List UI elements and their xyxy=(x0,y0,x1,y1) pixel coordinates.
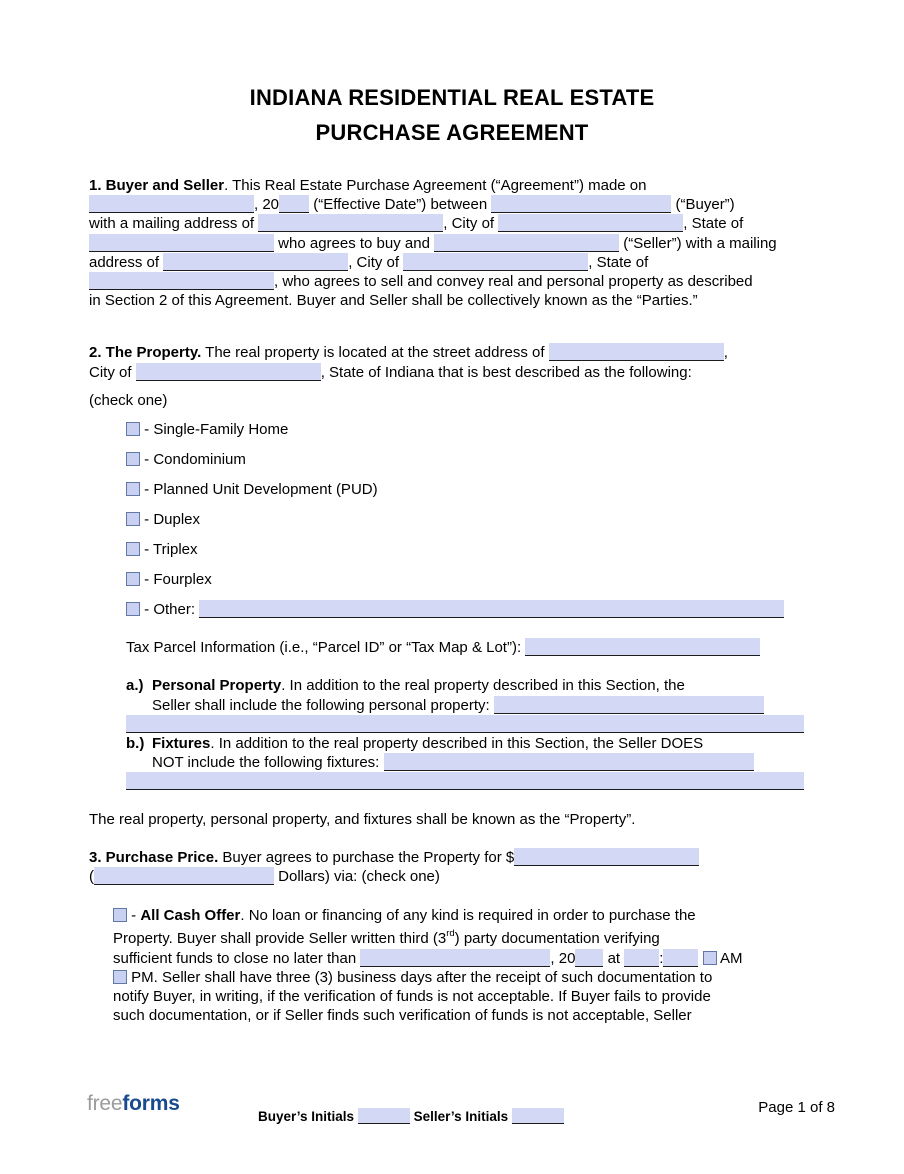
text-run: - Other: xyxy=(140,601,200,619)
text-line xyxy=(152,676,764,695)
checkbox[interactable] xyxy=(126,602,140,616)
checkbox[interactable] xyxy=(113,970,127,984)
page-footer xyxy=(87,1088,835,1148)
text-run: Buyer agrees to purchase the Property for $ xyxy=(218,848,515,866)
text-run: , City of xyxy=(348,253,404,271)
all-cash-offer-paragraph xyxy=(89,906,815,1025)
text-run-bold: 1. Buyer and Seller xyxy=(89,177,225,194)
text-run: , State of xyxy=(588,253,649,271)
text-run: , 20 xyxy=(254,196,280,214)
subsection-a-marker: a.) xyxy=(126,677,144,695)
text-line xyxy=(258,1108,564,1125)
blank-field[interactable] xyxy=(89,195,254,213)
text-line xyxy=(89,253,815,272)
section-the-property xyxy=(89,343,815,381)
checkbox[interactable] xyxy=(126,482,140,496)
text-run: - Planned Unit Development (PUD) xyxy=(140,481,378,499)
text-run: - Condominium xyxy=(140,451,246,469)
text-run-bold: Personal Property xyxy=(152,677,282,695)
subsection-b-body xyxy=(152,734,754,772)
text-line xyxy=(152,734,754,753)
blank-field[interactable] xyxy=(136,363,321,381)
text-line xyxy=(113,906,815,925)
text-run: (“Buyer”) xyxy=(671,196,735,214)
text-run-bold: Buyer’s Initials xyxy=(258,1109,358,1124)
property-definition-note xyxy=(89,810,815,829)
subsection-b-marker: b.) xyxy=(126,735,145,753)
text-run: in Section 2 of this Agreement. Buyer and Seller shall be collectively known as the “Parties.” xyxy=(89,292,698,310)
text-run: (“Seller”) with a mailing xyxy=(619,234,777,252)
text-run: (check one) xyxy=(89,391,168,409)
blank-field[interactable] xyxy=(279,195,309,213)
checkbox[interactable] xyxy=(126,512,140,526)
blank-field[interactable] xyxy=(403,253,588,271)
text-line xyxy=(113,949,815,968)
text-run: Tax Parcel Information (i.e., “Parcel ID” or “Tax Map & Lot”): xyxy=(126,639,526,657)
blank-field[interactable] xyxy=(525,638,760,656)
blank-field[interactable] xyxy=(512,1108,564,1124)
text-line xyxy=(89,272,815,291)
blank-field[interactable] xyxy=(360,949,550,967)
text-run: PM. Seller shall have three (3) business days after the receipt of such documentation to xyxy=(127,968,713,986)
text-run: AM xyxy=(716,949,743,967)
text-run: Dollars) via: (check one) xyxy=(274,868,440,886)
text-run: The real property, personal property, and fixtures shall be known as the “Property”. xyxy=(89,810,636,828)
blank-field[interactable] xyxy=(663,949,698,967)
tax-parcel-information-line xyxy=(89,638,815,657)
text-run-bold: 3. Purchase Price. xyxy=(89,848,219,866)
logo-free-text: free xyxy=(87,1092,123,1115)
text-run: , 20 xyxy=(550,949,576,967)
section-buyer-and-seller xyxy=(89,176,815,310)
text-run: : xyxy=(659,949,664,967)
blank-field[interactable] xyxy=(358,1108,410,1124)
blank-field[interactable] xyxy=(491,195,671,213)
checkbox[interactable] xyxy=(126,422,140,436)
title-line-1: INDIANA RESIDENTIAL REAL ESTATE xyxy=(249,85,655,110)
blank-field[interactable] xyxy=(575,949,603,967)
text-line xyxy=(113,987,815,1006)
text-line xyxy=(113,925,815,948)
fixtures-continuation-blank xyxy=(89,772,815,791)
document-title xyxy=(89,0,815,150)
text-run: - Single-Family Home xyxy=(140,421,289,439)
text-run: . This Real Estate Purchase Agreement (“Agreement”) made on xyxy=(224,177,647,194)
text-line xyxy=(126,715,815,734)
blank-field[interactable] xyxy=(498,214,683,232)
checkbox[interactable] xyxy=(703,951,717,965)
subsection-a-body xyxy=(152,676,764,714)
text-run-bold: Seller’s Initials xyxy=(413,1109,512,1124)
text-line xyxy=(126,638,815,657)
title-line-2: PURCHASE AGREEMENT xyxy=(315,120,589,145)
text-line xyxy=(89,848,815,867)
text-line xyxy=(126,772,815,791)
text-line xyxy=(126,450,815,469)
text-run-bold: Fixtures xyxy=(152,735,211,753)
checkbox[interactable] xyxy=(126,572,140,586)
text-run: - Triplex xyxy=(140,541,198,559)
text-run: - Duplex xyxy=(140,511,201,529)
text-run: Seller shall include the following personal property: xyxy=(152,696,494,714)
property-type-checklist xyxy=(89,420,815,619)
blank-field[interactable] xyxy=(89,234,274,252)
text-line xyxy=(126,510,815,529)
blank-field[interactable] xyxy=(163,253,348,271)
blank-field[interactable] xyxy=(89,272,274,290)
text-line xyxy=(152,696,764,715)
text-run: such documentation, or if Seller finds such verification of funds is not acceptable, Seller xyxy=(113,1007,692,1025)
text-run: The real property is located at the street address of xyxy=(201,344,549,362)
text-line xyxy=(126,420,815,439)
text-run: who agrees to buy and xyxy=(274,234,435,252)
blank-field[interactable] xyxy=(514,848,699,866)
text-run: (“Effective Date”) between xyxy=(309,196,492,214)
subsection-fixtures xyxy=(89,734,815,772)
text-line xyxy=(113,1006,815,1025)
text-run: . No loan or financing of any kind is required in order to purchase the xyxy=(240,907,696,925)
text-run: address of xyxy=(89,253,164,271)
text-run: . In addition to the real property described in this Section, the Seller DOES xyxy=(210,735,704,753)
text-line xyxy=(89,343,815,362)
logo-forms-text: forms xyxy=(122,1092,180,1115)
blank-field[interactable] xyxy=(126,772,804,790)
text-run: notify Buyer, in writing, if the verification of funds is not acceptable. If Buyer fails to provide xyxy=(113,988,711,1006)
text-run: with a mailing address of xyxy=(89,215,259,233)
text-run: NOT include the following fixtures: xyxy=(152,754,384,772)
text-line xyxy=(89,363,815,382)
blank-field[interactable] xyxy=(494,696,764,714)
freeforms-logo xyxy=(87,1094,180,1113)
checkbox[interactable] xyxy=(113,908,127,922)
blank-field[interactable] xyxy=(258,214,443,232)
text-run: , City of xyxy=(443,215,499,233)
text-line xyxy=(126,540,815,559)
blank-field[interactable] xyxy=(624,949,659,967)
personal-property-continuation-blank xyxy=(89,715,815,734)
text-run-bold: 2. The Property. xyxy=(89,344,202,362)
text-run: . In addition to the real property described in this Section, the xyxy=(281,677,685,695)
text-run: Property. Buyer shall provide Seller written third (3 xyxy=(113,930,447,948)
checkbox[interactable] xyxy=(126,452,140,466)
text-line xyxy=(89,195,815,214)
page-number: Page 1 of 8 xyxy=(758,1099,835,1116)
blank-field[interactable] xyxy=(199,600,784,618)
text-run: ( xyxy=(89,868,94,886)
text-run: sufficient funds to close no later than xyxy=(113,949,361,967)
text-line xyxy=(89,176,815,195)
text-line xyxy=(89,810,815,829)
text-line xyxy=(89,234,815,253)
blank-field[interactable] xyxy=(549,343,724,361)
text-line xyxy=(113,968,815,987)
text-run: at xyxy=(603,949,625,967)
check-one-label xyxy=(89,391,815,410)
text-line xyxy=(89,391,815,410)
text-run: , xyxy=(723,344,728,362)
text-run: City of xyxy=(89,363,136,381)
text-line xyxy=(126,480,815,499)
blank-field[interactable] xyxy=(384,753,754,771)
text-line xyxy=(89,214,815,233)
text-run: , State of xyxy=(683,215,744,233)
checkbox[interactable] xyxy=(126,542,140,556)
text-run-bold: All Cash Offer xyxy=(140,907,241,925)
text-line xyxy=(89,867,815,886)
text-run: , State of Indiana that is best described as the following: xyxy=(320,363,692,381)
blank-field[interactable] xyxy=(126,715,804,733)
text-line xyxy=(126,570,815,589)
text-run: ) party documentation verifying xyxy=(454,930,660,948)
blank-field[interactable] xyxy=(94,867,274,885)
initials-line xyxy=(258,1108,564,1125)
text-run: - Fourplex xyxy=(140,571,212,589)
blank-field[interactable] xyxy=(434,234,619,252)
text-line xyxy=(89,291,815,310)
section-purchase-price xyxy=(89,848,815,886)
text-line xyxy=(126,600,815,619)
superscript-text: rd xyxy=(446,928,455,940)
text-line xyxy=(152,753,754,772)
subsection-personal-property xyxy=(89,676,815,714)
text-run: , who agrees to sell and convey real and personal property as described xyxy=(274,273,753,291)
text-run: - xyxy=(127,907,141,925)
